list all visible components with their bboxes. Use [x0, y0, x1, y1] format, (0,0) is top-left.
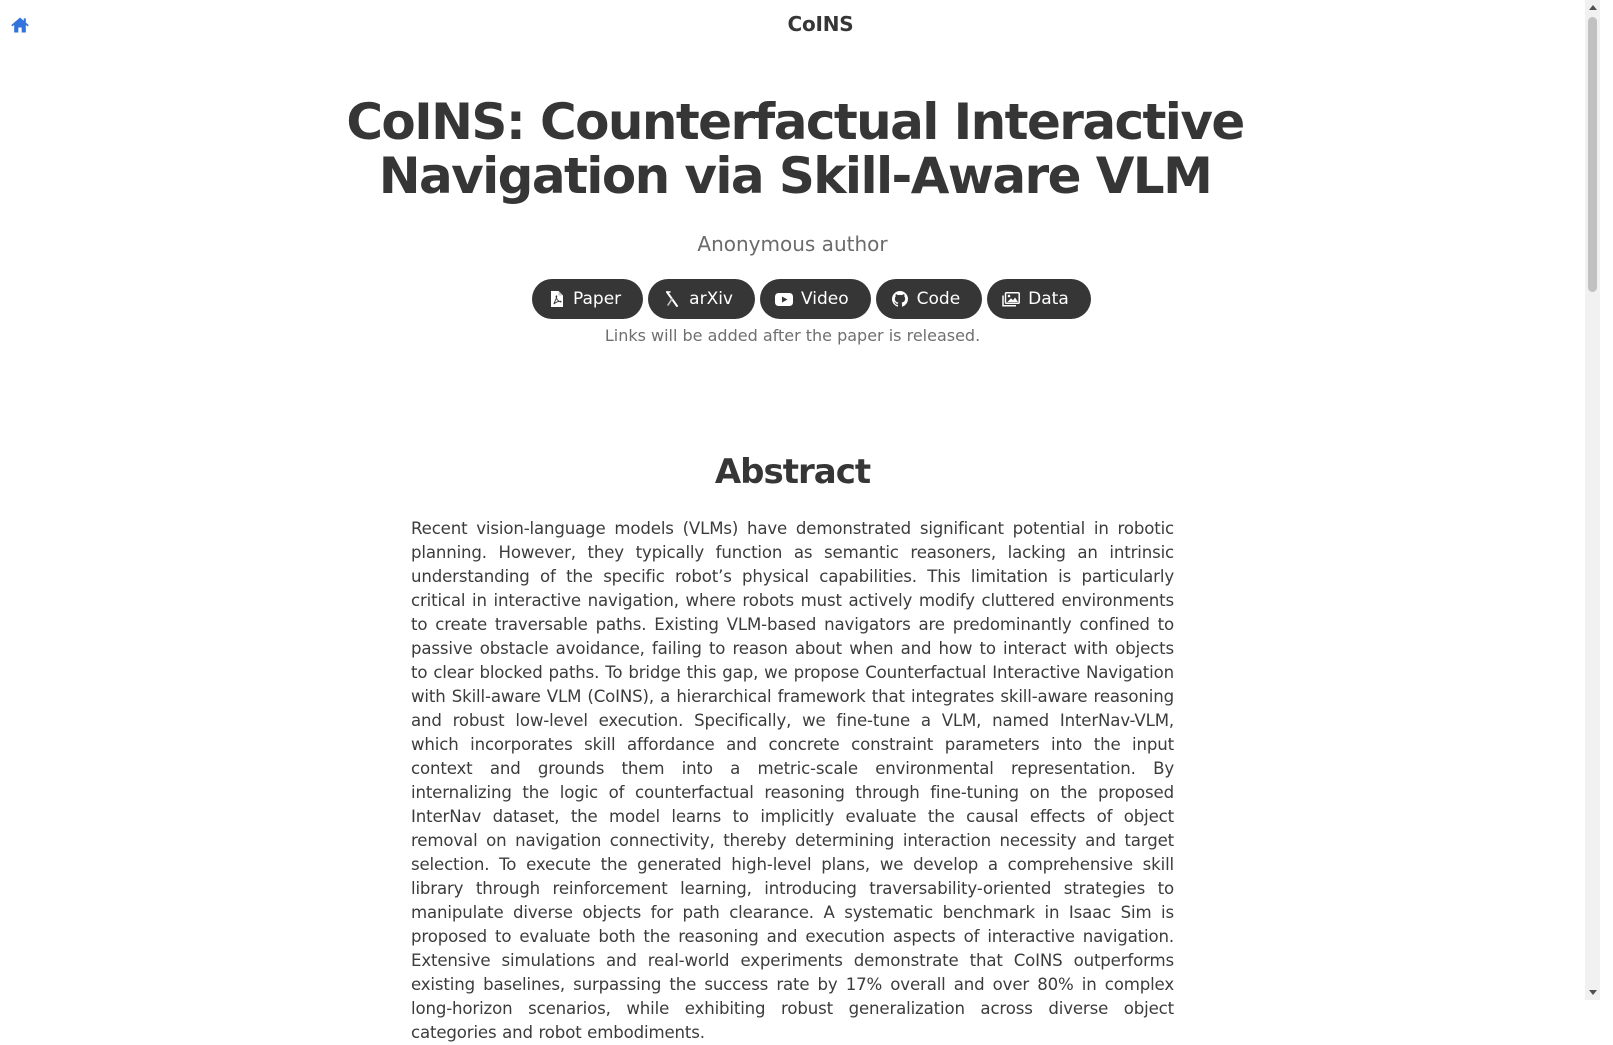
paper-button[interactable] [532, 279, 643, 319]
vertical-scrollbar[interactable] [1585, 0, 1600, 1000]
author-name: Anonymous author [697, 232, 888, 256]
home-icon[interactable] [10, 15, 32, 37]
github-icon [892, 291, 908, 307]
video-button[interactable] [760, 279, 871, 319]
code-button[interactable] [876, 279, 983, 319]
navbar [0, 0, 1585, 52]
page-title: CoINS: Counterfactual Interactive Navigation via Skill-Aware VLM [346, 93, 1244, 205]
data-button-label: Data [1028, 289, 1069, 309]
arxiv-icon [664, 291, 680, 307]
links-note: Links will be added after the paper is released. [604, 326, 981, 345]
paper-button-label: Paper [573, 289, 622, 309]
scrollbar-thumb[interactable] [1588, 17, 1597, 292]
youtube-icon [776, 291, 792, 307]
code-button-label: Code [916, 289, 961, 309]
scroll-down-arrow-icon[interactable] [1588, 988, 1597, 997]
arxiv-button[interactable] [648, 279, 755, 319]
video-button-label: Video [801, 289, 849, 309]
brand-link[interactable]: CoINS [787, 12, 854, 36]
pdf-file-icon [548, 291, 564, 307]
arxiv-button-label: arXiv [689, 289, 733, 309]
images-icon [1003, 291, 1019, 307]
scroll-up-arrow-icon[interactable] [1588, 3, 1597, 12]
publication-links [532, 279, 1091, 319]
abstract-heading: Abstract [714, 452, 871, 492]
data-button[interactable] [987, 279, 1091, 319]
abstract-text: Recent vision-language models (VLMs) have demonstrated significant potential in robotic planning. However, they typically function as semantic reasoners, lacking an intrinsic understanding of the specific robot’s physical capabilities. This limitation is particularly critical in interactive navigation, where robots must actively modify cluttered environments to create traversable paths. Existing VLM-based navigators are predominantly confined to passive obstacle avoidance, failing to reason about when and how to interact with objects to clear blocked paths. To bridge this gap, we propose Counterfactual Interactive Navigation with Skill-aware VLM (CoINS), a hierarchical framework that integrates skill-aware reasoning and robust low-level execution. Specifically, we fine-tune a VLM, named InterNav-VLM, which incorporates skill affordance and concrete constraint parameters into the input context and grounds them into a metric-scale environmental representation. By internalizing the logic of counterfactual reasoning through fine-tuning on the proposed InterNav dataset, the model learns to implicitly evaluate the causal effects of object removal on navigation connectivity, thereby determining interaction necessity and target selection. To execute the generated high-level plans, we develop a comprehensive skill library through reinforcement learning, introducing traversability-oriented strategies to manipulate diverse objects for path clearance. A systematic benchmark in Isaac Sim is proposed to evaluate both the reasoning and execution aspects of interactive navigation. Extensive simulations and real-world experiments demonstrate that CoINS outperforms existing baselines, surpassing the success rate by 17% overall and over 80% in complex long-horizon scenarios, while exhibiting robust generalization across diverse object categories and robot embodiments. [411, 519, 1174, 1042]
